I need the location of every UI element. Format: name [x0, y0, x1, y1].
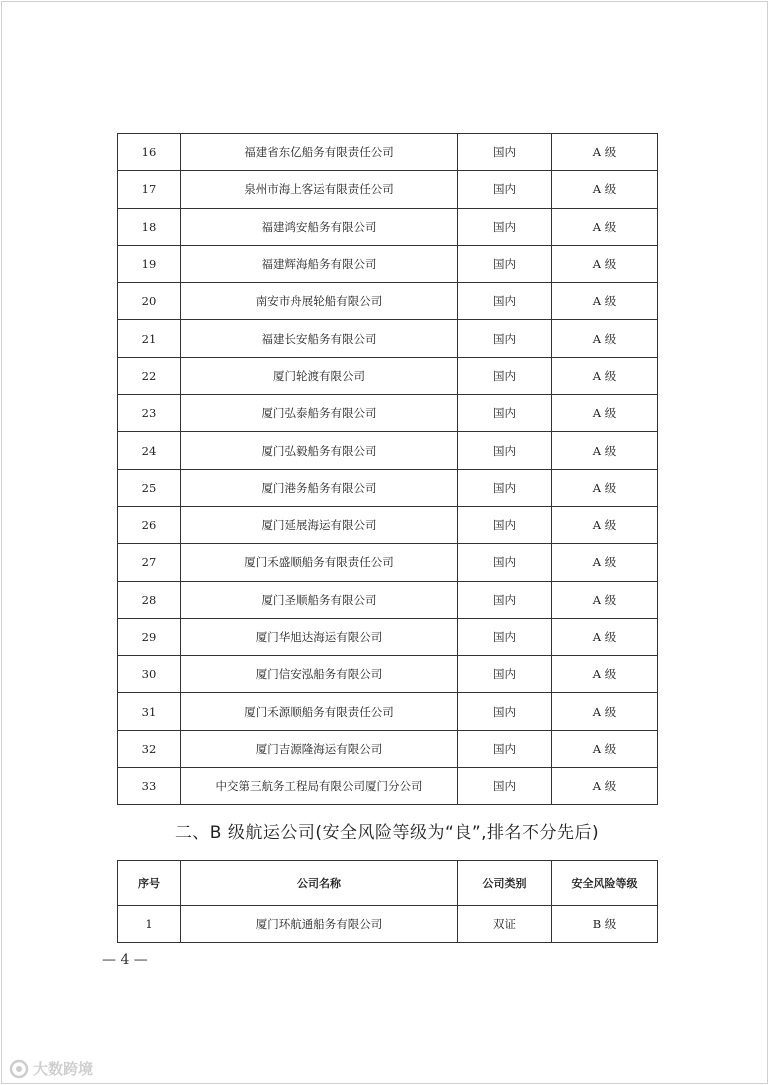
- cell-no: 30: [118, 656, 181, 693]
- table-row: [118, 581, 658, 618]
- cell-risk-level: A 级: [552, 357, 658, 394]
- cell-no: 28: [118, 581, 181, 618]
- table-row: [118, 469, 658, 506]
- table-row: [118, 544, 658, 581]
- cell-company-type: 国内: [458, 544, 552, 581]
- table-row: [118, 506, 658, 543]
- section-b-heading: 二、B 级航运公司(安全风险等级为“良”,排名不分先后): [174, 823, 600, 843]
- cell-company-type: 国内: [458, 506, 552, 543]
- table-row: [118, 320, 658, 357]
- cell-company-name: 厦门华旭达海运有限公司: [181, 618, 458, 655]
- cell-company-type: 国内: [458, 357, 552, 394]
- cell-risk-level: A 级: [552, 245, 658, 282]
- cell-no: 32: [118, 730, 181, 767]
- cell-company-name: 厦门轮渡有限公司: [181, 357, 458, 394]
- cell-company-type: 国内: [458, 618, 552, 655]
- cell-no: 16: [118, 134, 181, 171]
- cell-risk-level: A 级: [552, 395, 658, 432]
- company-table-a: [117, 133, 658, 805]
- cell-risk-level: A 级: [552, 730, 658, 767]
- cell-risk-level: A 级: [552, 208, 658, 245]
- cell-company-name: 厦门吉源隆海运有限公司: [181, 730, 458, 767]
- cell-company-type: 国内: [458, 283, 552, 320]
- cell-company-type: 国内: [458, 693, 552, 730]
- table-row: [118, 171, 658, 208]
- cell-company-type: 国内: [458, 432, 552, 469]
- table-header-row: [118, 861, 658, 906]
- cell-company-name: 福建辉海船务有限公司: [181, 245, 458, 282]
- cell-risk-level: A 级: [552, 544, 658, 581]
- cell-company-name: 福建鸿安船务有限公司: [181, 208, 458, 245]
- table-row: [118, 245, 658, 282]
- cell-no: 18: [118, 208, 181, 245]
- cell-company-name: 厦门延展海运有限公司: [181, 506, 458, 543]
- cell-no: 1: [118, 906, 181, 943]
- table-row: [118, 283, 658, 320]
- page-number: — 4 —: [102, 952, 148, 968]
- cell-no: 17: [118, 171, 181, 208]
- table-row: [118, 693, 658, 730]
- table-row: [118, 395, 658, 432]
- cell-no: 23: [118, 395, 181, 432]
- cell-risk-level: A 级: [552, 283, 658, 320]
- cell-company-name: 厦门禾盛顺船务有限责任公司: [181, 544, 458, 581]
- table-row: [118, 208, 658, 245]
- cell-no: 26: [118, 506, 181, 543]
- cell-company-name: 厦门弘毅船务有限公司: [181, 432, 458, 469]
- header-type: 公司类别: [458, 861, 552, 906]
- cell-no: 25: [118, 469, 181, 506]
- cell-company-type: 国内: [458, 245, 552, 282]
- table-row: [118, 618, 658, 655]
- cell-company-type: 国内: [458, 320, 552, 357]
- cell-company-name: 厦门信安泓船务有限公司: [181, 656, 458, 693]
- cell-risk-level: A 级: [552, 320, 658, 357]
- header-name: 公司名称: [181, 861, 458, 906]
- cell-risk-level: B 级: [552, 906, 658, 943]
- cell-no: 24: [118, 432, 181, 469]
- table-row: [118, 656, 658, 693]
- table-row: [118, 134, 658, 171]
- table-row: [118, 906, 658, 943]
- table-row: [118, 357, 658, 394]
- cell-company-type: 国内: [458, 581, 552, 618]
- cell-company-name: 厦门环航通船务有限公司: [181, 906, 458, 943]
- cell-risk-level: A 级: [552, 656, 658, 693]
- cell-risk-level: A 级: [552, 171, 658, 208]
- brand-logo-icon: [8, 1059, 30, 1079]
- cell-no: 21: [118, 320, 181, 357]
- cell-company-name: 厦门圣顺船务有限公司: [181, 581, 458, 618]
- cell-company-type: 国内: [458, 656, 552, 693]
- cell-company-name: 中交第三航务工程局有限公司厦门分公司: [181, 768, 458, 805]
- cell-company-type: 国内: [458, 134, 552, 171]
- cell-risk-level: A 级: [552, 469, 658, 506]
- cell-no: 29: [118, 618, 181, 655]
- cell-risk-level: A 级: [552, 693, 658, 730]
- cell-no: 20: [118, 283, 181, 320]
- header-no: 序号: [118, 861, 181, 906]
- cell-company-name: 福建长安船务有限公司: [181, 320, 458, 357]
- cell-risk-level: A 级: [552, 768, 658, 805]
- cell-risk-level: A 级: [552, 581, 658, 618]
- header-level: 安全风险等级: [552, 861, 658, 906]
- cell-company-name: 厦门港务船务有限公司: [181, 469, 458, 506]
- cell-company-name: 泉州市海上客运有限责任公司: [181, 171, 458, 208]
- company-table-b: [117, 860, 658, 943]
- cell-company-type: 国内: [458, 395, 552, 432]
- cell-no: 33: [118, 768, 181, 805]
- cell-company-type: 国内: [458, 208, 552, 245]
- cell-no: 27: [118, 544, 181, 581]
- cell-risk-level: A 级: [552, 432, 658, 469]
- cell-company-type: 国内: [458, 768, 552, 805]
- table-row: [118, 730, 658, 767]
- cell-no: 31: [118, 693, 181, 730]
- table-row: [118, 432, 658, 469]
- cell-company-name: 厦门禾源顺船务有限责任公司: [181, 693, 458, 730]
- cell-company-name: 福建省东亿船务有限责任公司: [181, 134, 458, 171]
- cell-company-type: 国内: [458, 469, 552, 506]
- cell-risk-level: A 级: [552, 506, 658, 543]
- watermark-text: 大数跨境: [33, 1060, 94, 1078]
- cell-company-name: 厦门弘泰船务有限公司: [181, 395, 458, 432]
- cell-company-type: 双证: [458, 906, 552, 943]
- table-row: [118, 768, 658, 805]
- cell-company-type: 国内: [458, 730, 552, 767]
- cell-risk-level: A 级: [552, 618, 658, 655]
- cell-company-type: 国内: [458, 171, 552, 208]
- cell-company-name: 南安市舟展轮船有限公司: [181, 283, 458, 320]
- watermark: [8, 1058, 93, 1079]
- cell-no: 22: [118, 357, 181, 394]
- cell-no: 19: [118, 245, 181, 282]
- cell-risk-level: A 级: [552, 134, 658, 171]
